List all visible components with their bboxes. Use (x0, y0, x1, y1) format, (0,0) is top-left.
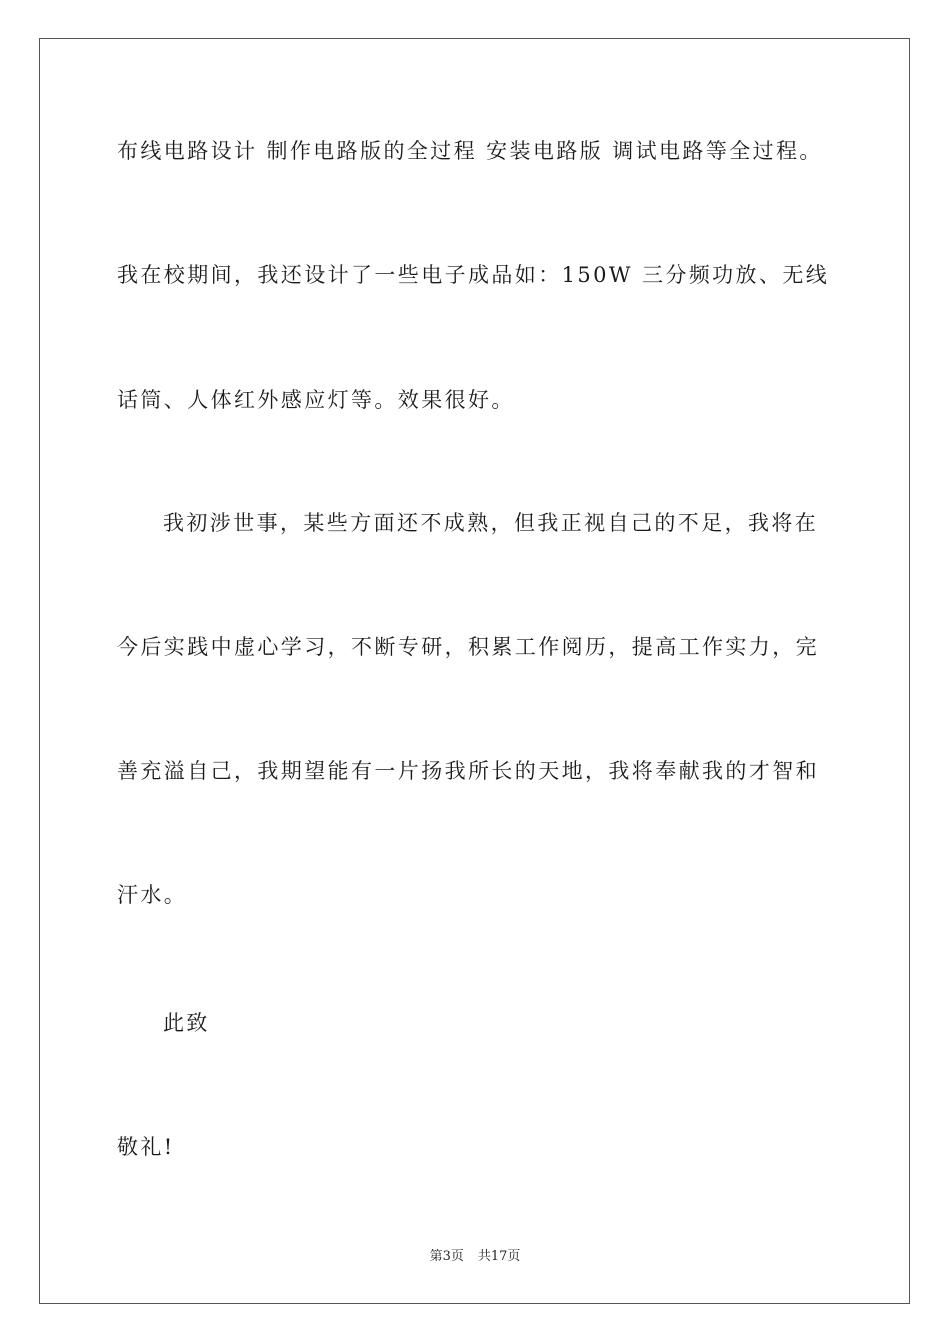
body-line-3: 话筒、人体红外感应灯等。效果很好。 (117, 388, 515, 412)
closing-regards: 敬礼! (117, 1135, 175, 1159)
body-line-4: 我初涉世事，某些方面还不成熟，但我正视自己的不足，我将在 (163, 511, 819, 535)
body-line-1: 布线电路设计 制作电路版的全过程 安装电路版 调试电路等全过程。 (117, 139, 823, 163)
page-number-total: 共17页 (477, 1249, 521, 1264)
body-line-6: 善充溢自己，我期望能有一片扬我所长的天地，我将奉献我的才智和 (117, 759, 819, 783)
body-line-7: 汗水。 (117, 883, 188, 907)
body-line-5: 今后实践中虚心学习，不断专研，积累工作阅历，提高工作实力，完 (117, 635, 819, 659)
page-number-current: 第3页 (429, 1249, 464, 1264)
page-footer (0, 1248, 950, 1266)
body-line-2: 我在校期间，我还设计了一些电子成品如：150W 三分频功放、无线 (117, 263, 830, 287)
closing-salutation: 此致 (163, 1011, 210, 1035)
page-border (39, 38, 910, 1304)
